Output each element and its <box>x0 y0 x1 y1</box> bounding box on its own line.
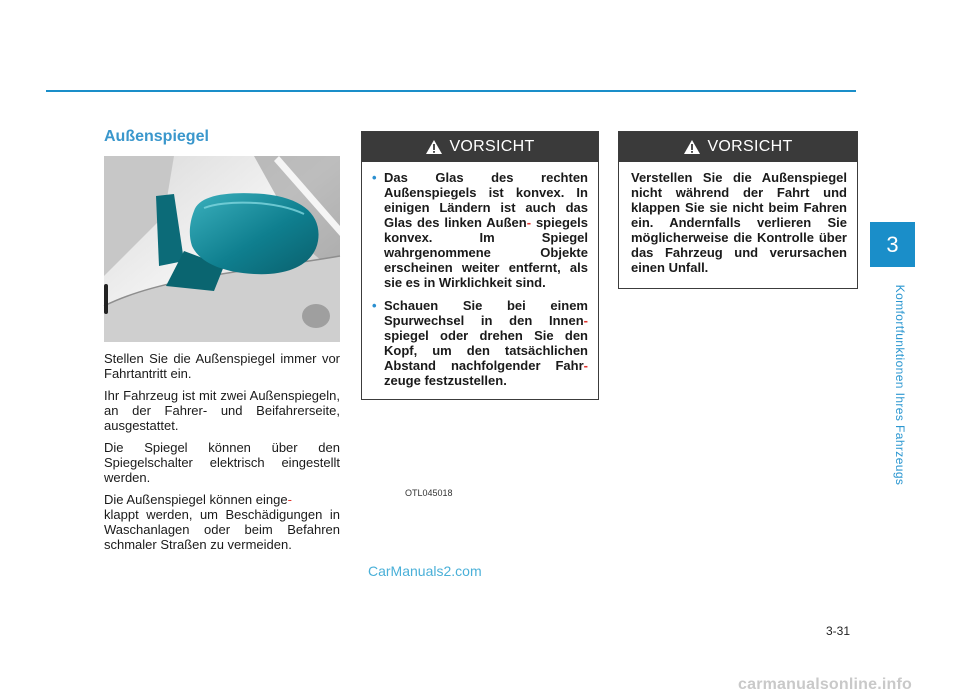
caution-title-1: VORSICHT <box>449 138 535 155</box>
side-mirror-image <box>104 156 340 342</box>
caution-header-2 <box>619 132 857 162</box>
caution-list <box>374 170 588 388</box>
warning-triangle-icon <box>425 139 443 155</box>
figure-code: OTL045018 <box>405 488 453 498</box>
bullet-mark: • <box>372 298 377 313</box>
caution-body-2 <box>619 162 857 284</box>
paragraph-2: Ihr Fahrzeug ist mit zwei Außenspiegeln, an der Fahrer- und Beifahrerseite, ausgestattet. <box>104 388 340 433</box>
caution-item-1 <box>374 170 588 290</box>
caution-item-1-part-2: spiegels konvex. Im Spiegel wahrgenommene Objekte erscheinen weiter entfernt, als sie es in Wirklichkeit sind. <box>384 215 588 290</box>
caution-title-2: VORSICHT <box>707 138 793 155</box>
watermark-link-top[interactable]: CarManuals2.com <box>368 563 482 579</box>
caution-box-1 <box>361 131 599 400</box>
top-divider <box>46 90 856 92</box>
caution-item-2-part-2: spiegel oder drehen Sie den Kopf, um den tatsächlichen Abstand nachfolgender Fahr <box>384 328 588 373</box>
bullet-mark: • <box>372 170 377 185</box>
paragraph-1: Stellen Sie die Außenspiegel immer vor Fahrtantritt ein. <box>104 351 340 381</box>
paragraph-4 <box>104 492 340 552</box>
caution-box-2 <box>618 131 858 289</box>
caution-text-2: Verstellen Sie die Außenspiegel nicht während der Fahrt und klappen Sie sie nicht beim Fahren ein. Andernfalls verlieren Sie möglicherweise die Kontrolle über das Fahrzeug und verursachen einen Unfall. <box>631 170 847 275</box>
caution-item-2-part-1: Schauen Sie bei einem Spurwechsel in den Innen <box>384 298 588 328</box>
hyphen-mark: - <box>287 492 292 507</box>
warning-triangle-icon <box>683 139 701 155</box>
caution-header-1 <box>362 132 598 162</box>
chapter-number-tab: 3 <box>870 222 915 267</box>
chapter-title-vertical <box>892 280 908 490</box>
hyphen-mark: - <box>526 215 532 230</box>
chapter-title: Komfortfunktionen Ihres Fahrzeugs <box>893 284 907 486</box>
hyphen-mark: - <box>583 358 588 373</box>
body-text <box>104 351 340 559</box>
caution-item-1-part-1: Das Glas des rechten Außenspiegels ist konvex. In einigen Ländern ist auch das Glas des linken Außen <box>384 170 588 230</box>
page-number: 3-31 <box>826 624 851 638</box>
caution-item-2-part-3: zeuge festzustellen. <box>384 373 507 388</box>
paragraph-4-part-1: Die Außenspiegel können einge <box>104 492 288 507</box>
paragraph-4-part-2: klappt werden, um Beschädigungen in Waschanlagen oder beim Befahren schmaler Straßen zu vermeiden. <box>104 507 340 552</box>
hyphen-mark: - <box>583 313 588 328</box>
caution-body-1 <box>362 162 598 397</box>
caution-item-2 <box>374 298 588 388</box>
watermark-bottom: carmanualsonline.info <box>738 676 913 693</box>
section-title: Außenspiegel <box>104 128 209 145</box>
paragraph-3: Die Spiegel können über den Spiegelschalter elektrisch eingestellt werden. <box>104 440 340 485</box>
